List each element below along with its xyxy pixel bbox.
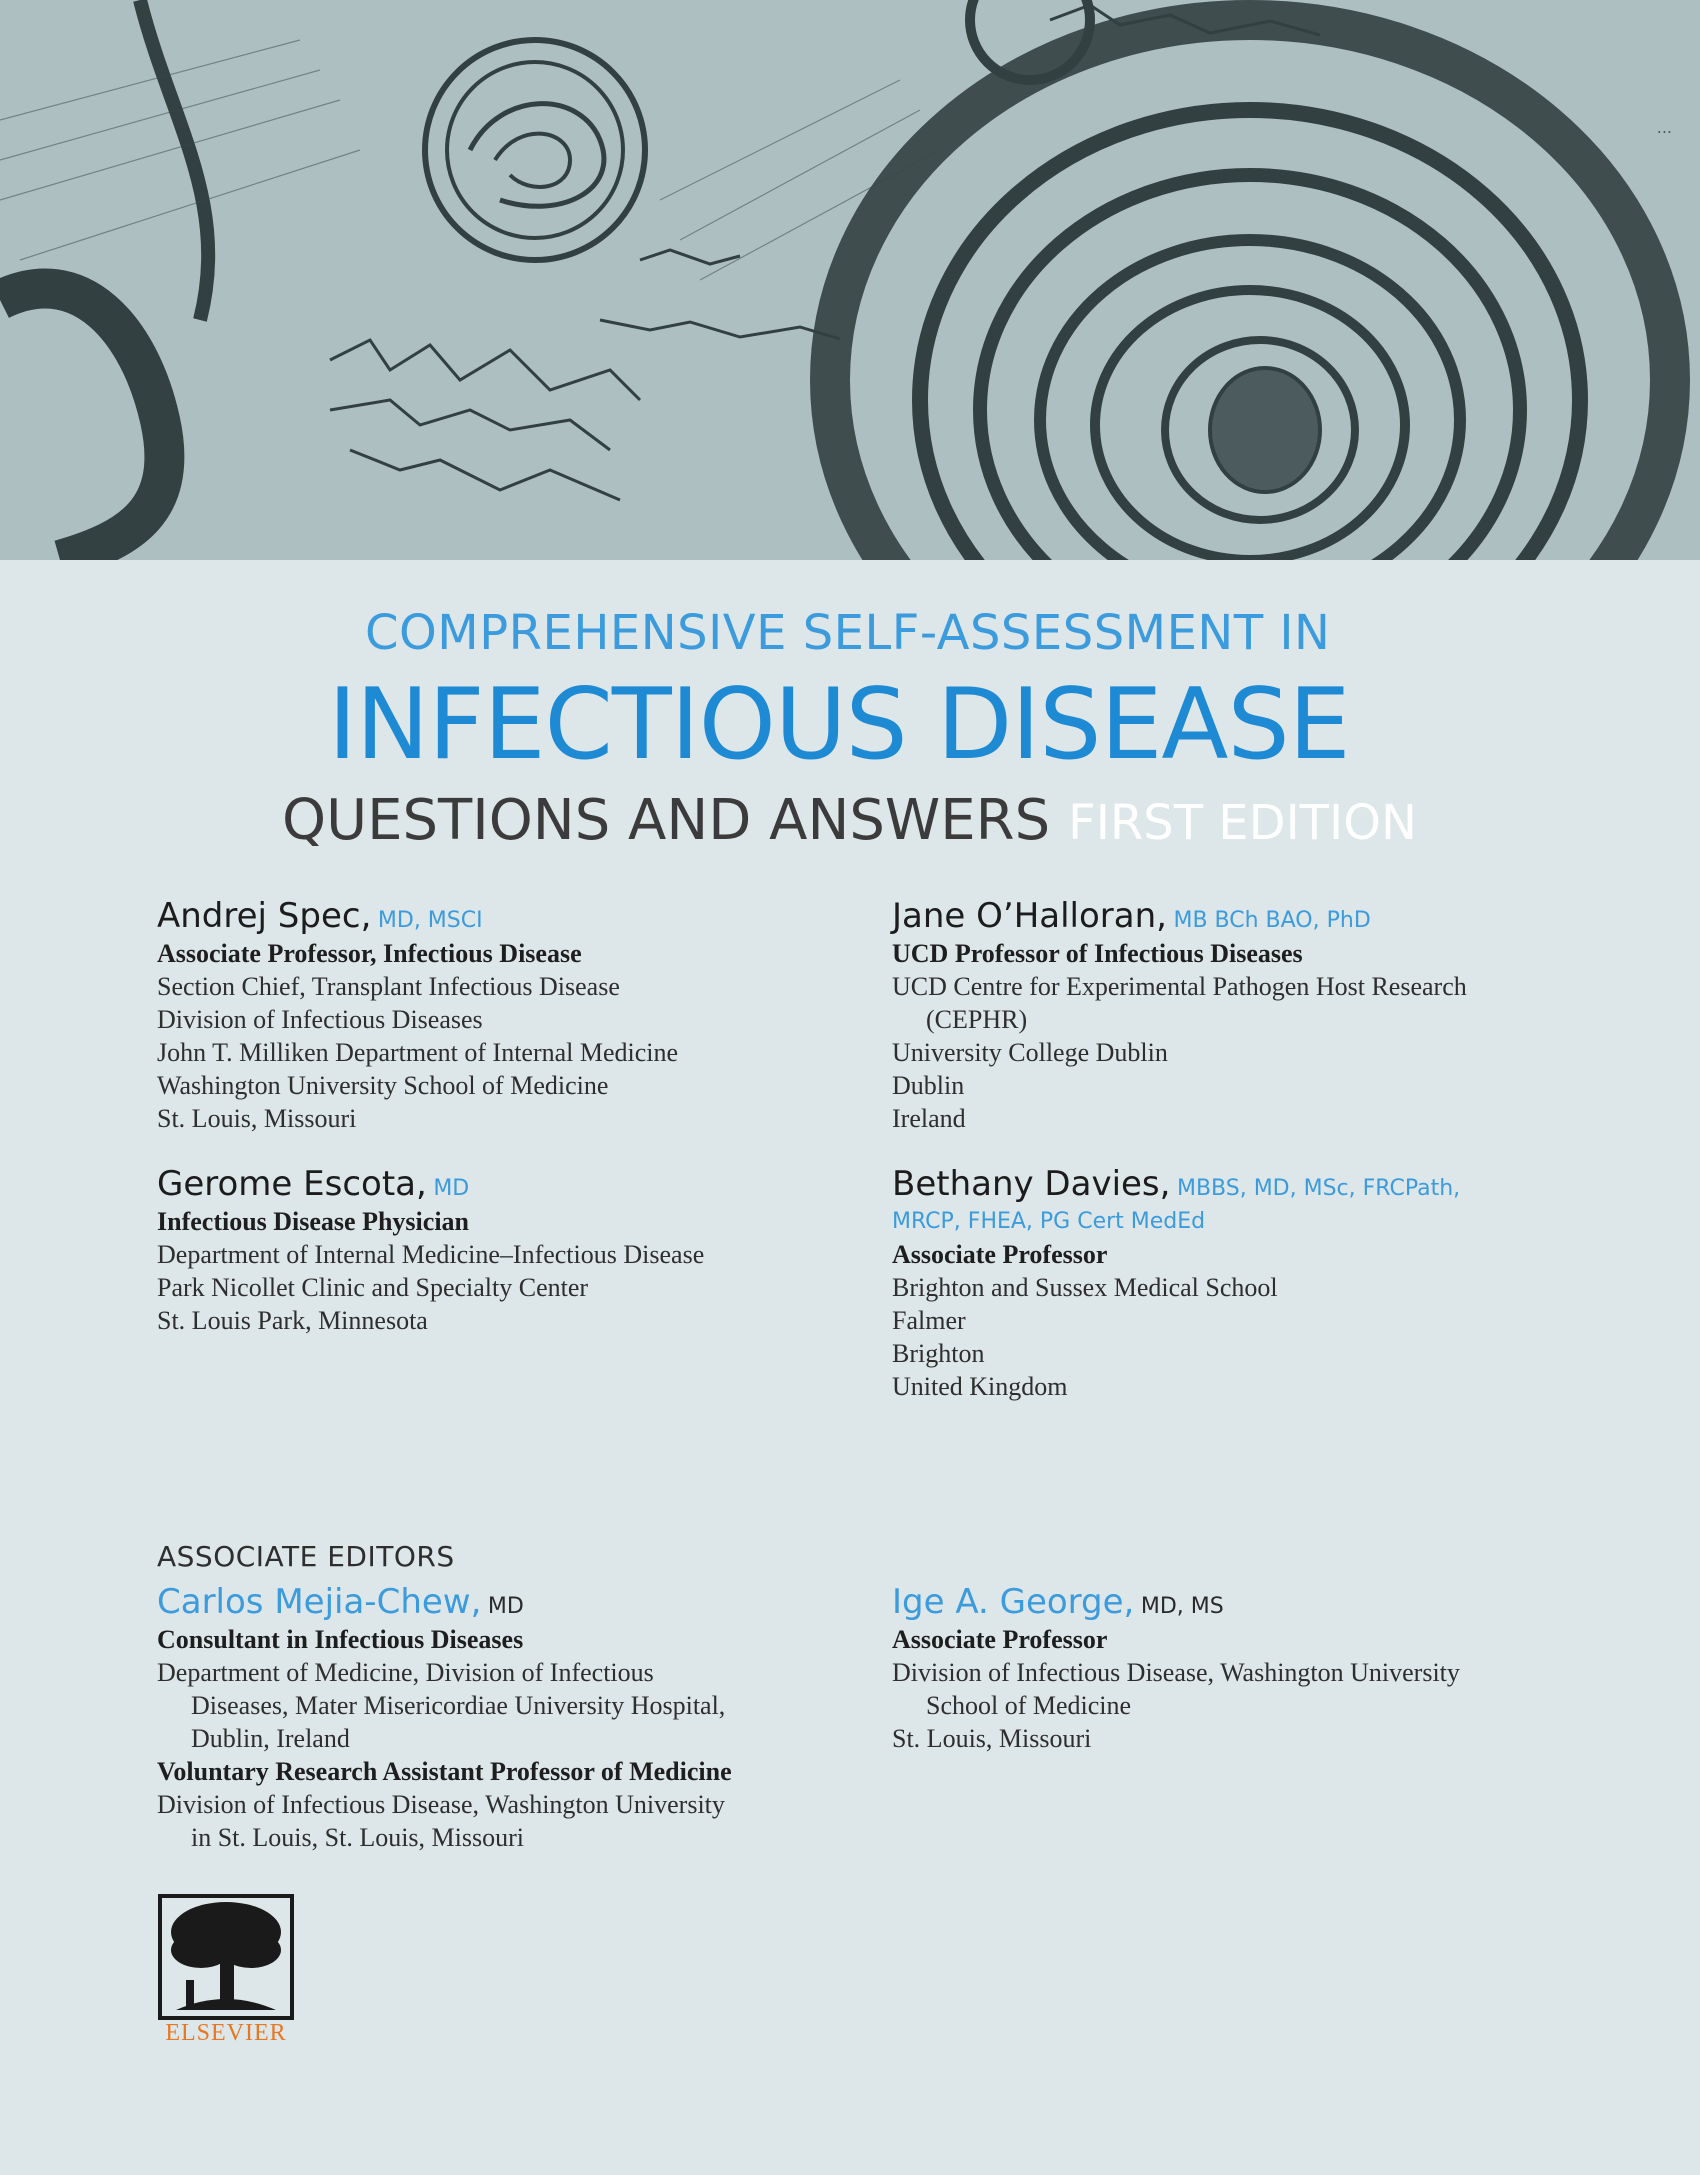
- author-affiliation: Washington University School of Medicine: [157, 1071, 609, 1100]
- title-subtitle: [282, 788, 1417, 853]
- author-block: [892, 1164, 1592, 1403]
- author-affiliation: Ireland: [892, 1104, 966, 1133]
- author-role: Associate Professor: [892, 1240, 1108, 1269]
- publisher-name: ELSEVIER: [165, 2020, 287, 2046]
- author-credentials: MB BCh BAO, PhD: [1173, 908, 1371, 933]
- author-name: Gerome Escota,: [157, 1164, 427, 1204]
- editor-name-line: [157, 1582, 857, 1623]
- title-subheading: COMPREHENSIVE SELF-ASSESSMENT IN: [365, 605, 1331, 661]
- editor-affiliation: Dublin, Ireland: [191, 1724, 350, 1753]
- author-name: Bethany Davies,: [892, 1164, 1171, 1204]
- author-affiliation: Falmer: [892, 1306, 966, 1335]
- editor-name: Carlos Mejia-Chew,: [157, 1582, 482, 1622]
- editor-block: [157, 1582, 857, 1854]
- subtitle-text: QUESTIONS AND ANSWERS: [282, 788, 1051, 853]
- watermark-text: ...: [1656, 118, 1672, 137]
- editor-affiliation: St. Louis, Missouri: [892, 1724, 1092, 1753]
- editor-affiliation: in St. Louis, St. Louis, Missouri: [191, 1823, 524, 1852]
- author-name-line: [157, 1164, 837, 1205]
- editor-credentials: MD, MS: [1140, 1594, 1224, 1619]
- editor-role: Voluntary Research Assistant Professor of Medicine: [157, 1757, 732, 1786]
- editor-affiliation: Division of Infectious Disease, Washington University: [157, 1790, 725, 1819]
- editor-name: Ige A. George,: [892, 1582, 1135, 1622]
- editor-credentials: MD: [487, 1594, 524, 1619]
- author-block: [892, 896, 1592, 1135]
- author-affiliation: Brighton and Sussex Medical School: [892, 1273, 1278, 1302]
- editor-block: [892, 1582, 1592, 1755]
- editor-affiliation: Diseases, Mater Misericordiae University Hospital,: [191, 1691, 726, 1720]
- author-affiliation: University College Dublin: [892, 1038, 1168, 1067]
- author-role: Infectious Disease Physician: [157, 1207, 469, 1236]
- cover-illustration: [0, 0, 1700, 560]
- author-affiliation: Section Chief, Transplant Infectious Disease: [157, 972, 620, 1001]
- author-credentials-cont: MRCP, FHEA, PG Cert MedEd: [892, 1209, 1206, 1234]
- author-block: [157, 896, 837, 1135]
- author-name-line: [157, 896, 837, 937]
- editor-role: Associate Professor: [892, 1625, 1108, 1654]
- author-affiliation: Dublin: [892, 1071, 965, 1100]
- editor-role: Consultant in Infectious Diseases: [157, 1625, 524, 1654]
- author-affiliation: Brighton: [892, 1339, 985, 1368]
- book-title: INFECTIOUS DISEASE: [328, 668, 1350, 782]
- author-affiliation: St. Louis, Missouri: [157, 1104, 357, 1133]
- editor-affiliation: Division of Infectious Disease, Washington University: [892, 1658, 1460, 1687]
- author-credentials: MD, MSCI: [377, 908, 483, 933]
- author-affiliation: UCD Centre for Experimental Pathogen Host Research: [892, 972, 1467, 1001]
- author-affiliation: Department of Internal Medicine–Infectious Disease: [157, 1240, 705, 1269]
- author-role: Associate Professor, Infectious Disease: [157, 939, 582, 968]
- editor-affiliation: School of Medicine: [926, 1691, 1132, 1720]
- editor-affiliation: Department of Medicine, Division of Infectious: [157, 1658, 654, 1687]
- author-name: Andrej Spec,: [157, 896, 372, 936]
- author-affiliation: Division of Infectious Diseases: [157, 1005, 483, 1034]
- author-affiliation: (CEPHR): [926, 1005, 1028, 1034]
- author-credentials: MD: [433, 1176, 470, 1201]
- author-affiliation: John T. Milliken Department of Internal Medicine: [157, 1038, 679, 1067]
- author-affiliation: St. Louis Park, Minnesota: [157, 1306, 428, 1335]
- author-affiliation: United Kingdom: [892, 1372, 1068, 1401]
- author-credentials: MBBS, MD, MSc, FRCPath,: [1176, 1176, 1461, 1201]
- author-name-line: [892, 896, 1592, 937]
- author-role: UCD Professor of Infectious Diseases: [892, 939, 1303, 968]
- author-block: [157, 1164, 837, 1337]
- associate-editors-heading: ASSOCIATE EDITORS: [157, 1540, 455, 1573]
- editor-name-line: [892, 1582, 1592, 1623]
- author-name-line: [892, 1164, 1592, 1205]
- author-affiliation: Park Nicollet Clinic and Specialty Center: [157, 1273, 589, 1302]
- author-name: Jane O’Halloran,: [892, 896, 1167, 936]
- edition-label: FIRST EDITION: [1068, 795, 1417, 851]
